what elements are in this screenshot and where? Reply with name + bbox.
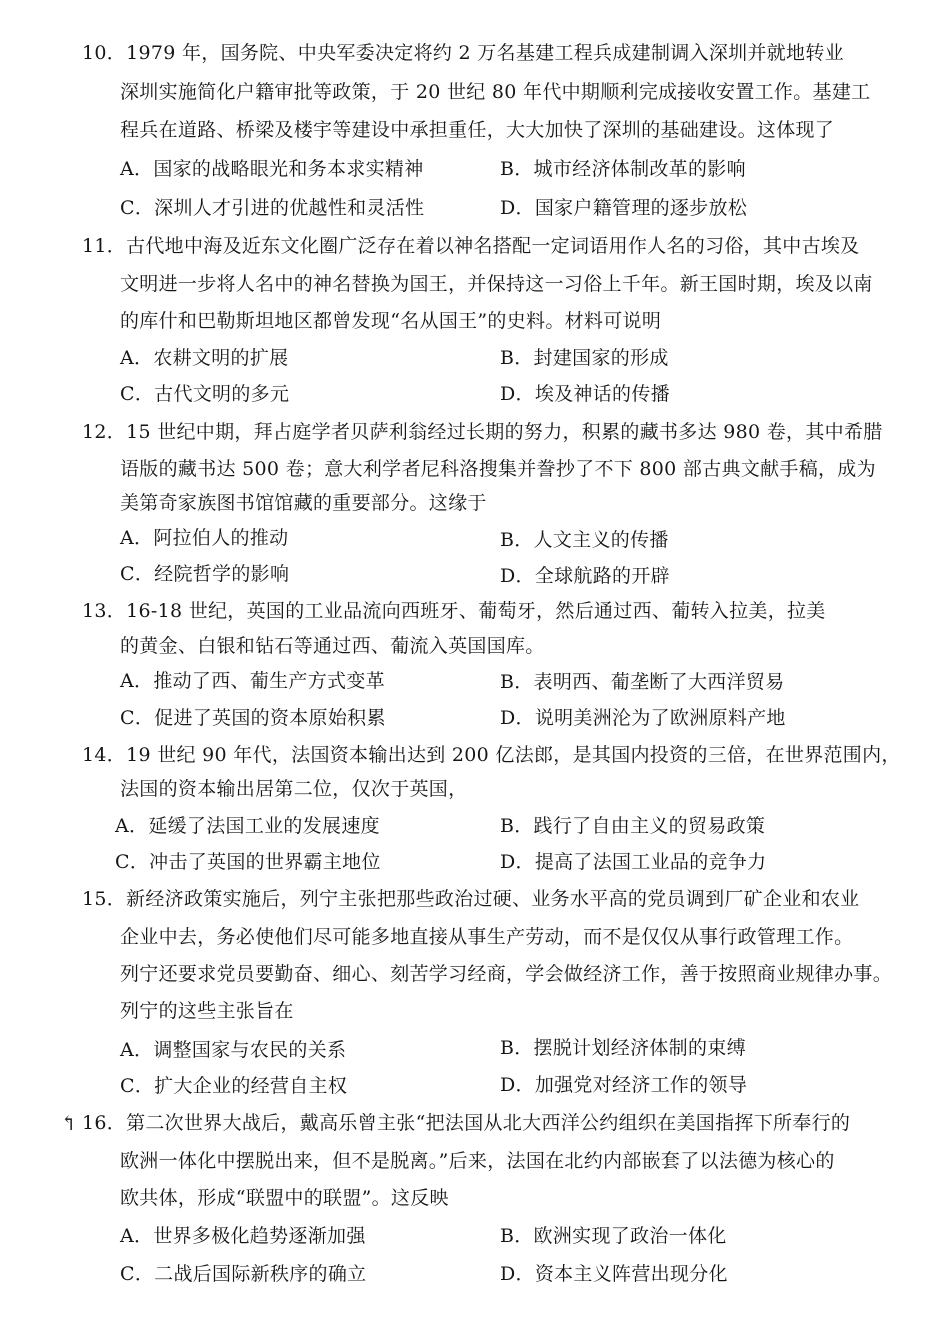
option-d: D．加强党对经济工作的领导 [500,1074,748,1096]
question-stem-line: 欧共体，形成“联盟中的联盟”。这反映 [120,1187,449,1209]
option-b: B．人文主义的传播 [500,529,669,551]
question-stem-line: 欧洲一体化中摆脱出来，但不是脱离。”后来，法国在北约内部嵌套了以法德为核心的 [120,1150,835,1172]
option-d: D．提高了法国工业品的竞争力 [500,851,767,873]
question-stem-line: 程兵在道路、桥梁及楼宇等建设中承担重任，大大加快了深圳的基础建设。这体现了 [120,119,835,141]
question-stem-line: 12．15 世纪中期，拜占庭学者贝萨利翁经过长期的努力，积累的藏书多达 980 卷，其中希腊 [82,421,883,443]
margin-arrow-icon: ↰ [60,1111,77,1135]
question-stem-line: 15．新经济政策实施后，列宁主张把那些政治过硬、业务水平高的党员调到厂矿企业和农业 [82,888,860,910]
question-stem-line: 企业中去，务必使他们尽可能多地直接从事生产劳动，而不是仅仅从事行政管理工作。 [120,926,854,948]
question-stem-line: 11．古代地中海及近东文化圈广泛存在着以神名搭配一定词语用作人名的习俗，其中古埃及 [82,235,860,257]
option-a: A．延缓了法国工业的发展速度 [115,815,380,837]
option-c: C．冲击了英国的世界霸主地位 [115,851,381,873]
option-b: B．践行了自由主义的贸易政策 [500,815,766,837]
option-c: C．二战后国际新秩序的确立 [120,1263,367,1285]
question-stem-line: 的库什和巴勒斯坦地区都曾发现“名从国王”的史料。材料可说明 [120,310,662,332]
question-stem-line: 美第奇家族图书馆馆藏的重要部分。这缘于 [120,492,487,514]
option-b: B．摆脱计划经济体制的束缚 [500,1037,746,1059]
option-b: B．城市经济体制改革的影响 [500,158,746,180]
option-a: A．世界多极化趋势逐渐加强 [120,1225,366,1247]
option-c: C．深圳人才引进的优越性和灵活性 [120,197,425,219]
option-d: D．埃及神话的传播 [500,383,670,405]
option-c: C．古代文明的多元 [120,383,290,405]
option-a: A．阿拉伯人的推动 [120,527,289,549]
option-b: B．表明西、葡垄断了大西洋贸易 [500,671,785,693]
option-b: B．欧洲实现了政治一体化 [500,1225,727,1247]
question-stem-line: 列宁还要求党员要勤奋、细心、刻苦学习经商，学会做经济工作，善于按照商业规律办事。 [120,963,893,985]
option-c: C．经院哲学的影响 [120,563,290,585]
option-d: D．说明美洲沦为了欧洲原料产地 [500,707,786,729]
question-stem-line: 14．19 世纪 90 年代，法国资本输出达到 200 亿法郎，是其国内投资的三倍，在世界范围内， [82,744,901,766]
option-d: D．全球航路的开辟 [500,565,670,587]
question-stem-line: 法国的资本输出居第二位，仅次于英国， [120,778,468,800]
question-stem-line: 16．第二次世界大战后，戴高乐曾主张“把法国从北大西洋公约组织在美国指挥下所奉行的 [82,1112,851,1134]
option-a: A．农耕文明的扩展 [120,347,289,369]
option-a: A．国家的战略眼光和务本求实精神 [120,158,424,180]
option-d: D．国家户籍管理的逐步放松 [500,197,748,219]
question-stem-line: 列宁的这些主张旨在 [120,1000,294,1022]
question-stem-line: 文明进一步将人名中的神名替换为国王，并保持这一习俗上千年。新王国时期，埃及以南 [120,273,873,295]
option-b: B．封建国家的形成 [500,347,669,369]
question-stem-line: 语版的藏书达 500 卷；意大利学者尼科洛搜集并誊抄了不下 800 部古典文献手稿，成为 [120,458,876,480]
question-stem-line: 13．16-18 世纪，英国的工业品流向西班牙、葡萄牙，然后通过西、葡转入拉美，拉美 [82,600,826,622]
question-stem-line: 深圳实施简化户籍审批等政策，于 20 世纪 80 年代中期顺利完成接收安置工作。基建工 [120,81,871,103]
option-d: D．资本主义阵营出现分化 [500,1263,728,1285]
option-c: C．扩大企业的经营自主权 [120,1075,348,1097]
option-a: A．调整国家与农民的关系 [120,1039,347,1061]
question-stem-line: 的黄金、白银和钻石等通过西、葡流入英国国库。 [120,635,545,657]
question-stem-line: 10．1979 年，国务院、中央军委决定将约 2 万名基建工程兵成建制调入深圳并就地转业 [82,42,844,64]
option-c: C．促进了英国的资本原始积累 [120,707,386,729]
option-a: A．推动了西、葡生产方式变革 [120,670,385,692]
